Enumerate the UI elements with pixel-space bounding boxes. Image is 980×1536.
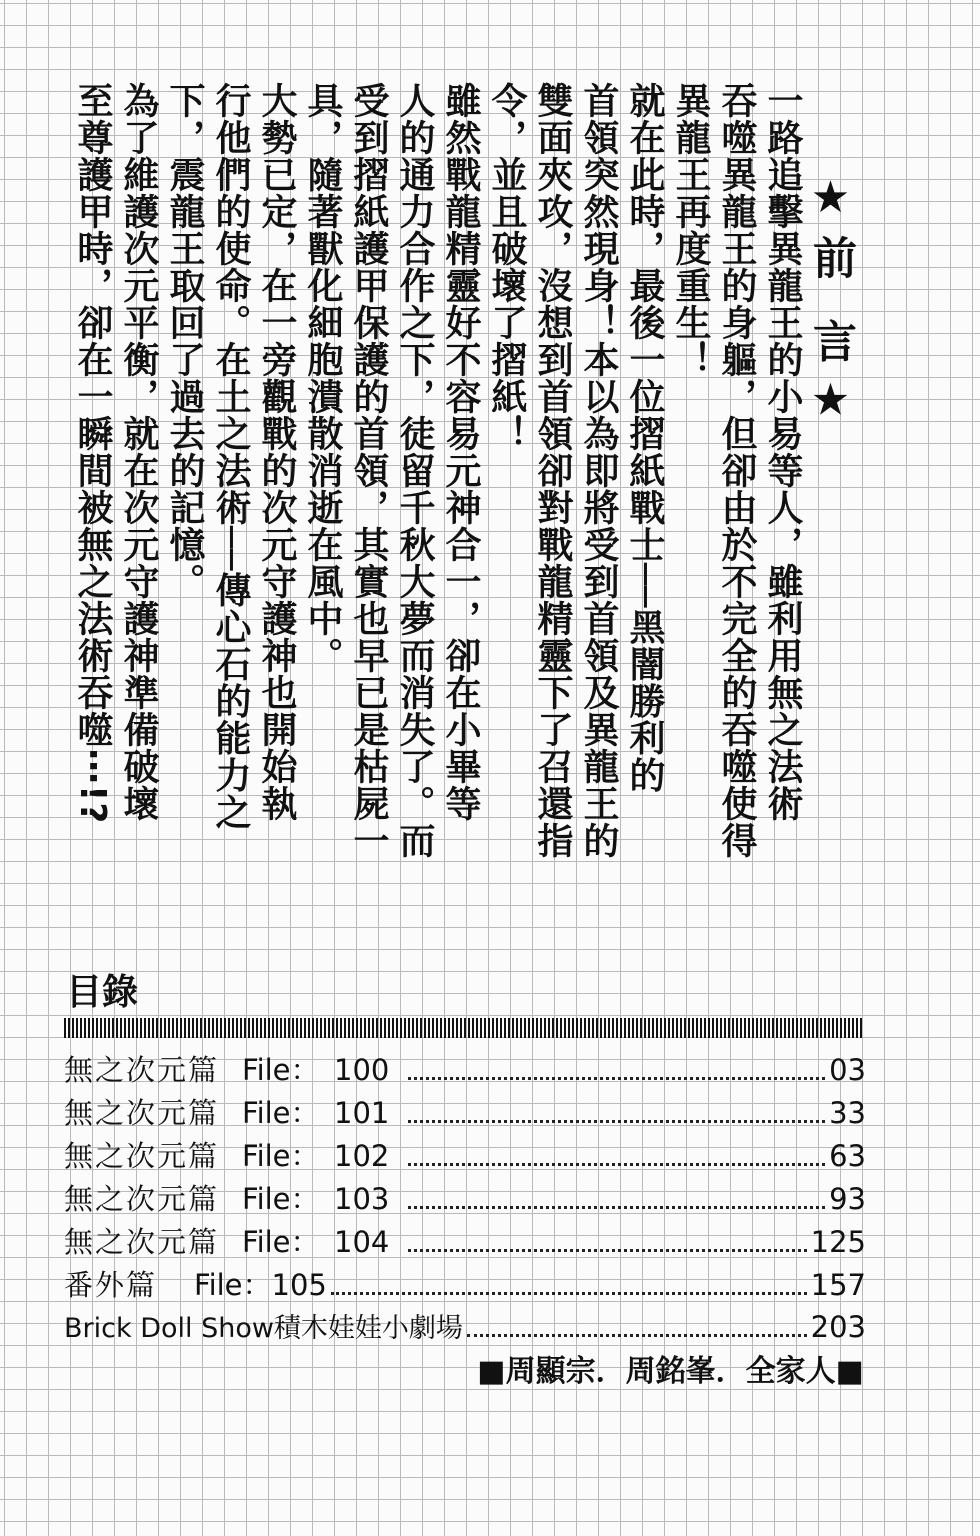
- toc-leader-dots: [408, 1163, 825, 1166]
- toc-entry: [64, 1091, 866, 1134]
- toc-file-label: File：: [242, 1225, 320, 1259]
- toc-series: 番外篇: [64, 1268, 158, 1302]
- toc-series: 無之次元篇: [64, 1225, 220, 1259]
- toc-leader-dots: [408, 1249, 807, 1252]
- preface-column-11: 具，隨著獸化細胞潰散消逝在風中。: [302, 82, 343, 674]
- toc-leader-dots: [408, 1077, 825, 1080]
- toc-leader-dots: [408, 1206, 825, 1209]
- toc-page-number: 93: [829, 1182, 866, 1216]
- toc-list: [64, 1048, 866, 1349]
- toc-file-number: 103: [334, 1182, 390, 1216]
- toc-entry: [64, 1220, 866, 1263]
- toc-file-number: 100: [334, 1053, 390, 1087]
- toc-entry: [64, 1048, 866, 1091]
- toc-file-label: File：: [242, 1139, 320, 1173]
- toc-page-number: 33: [829, 1096, 866, 1130]
- toc-entry: [64, 1177, 866, 1220]
- preface-column-3: 異龍王再度重生！: [670, 82, 711, 378]
- toc-series: Brick Doll Show積木娃娃小劇場: [64, 1313, 463, 1344]
- preface-column-2: 吞噬異龍王的身軀，但卻由於不完全的吞噬使得: [716, 82, 757, 859]
- toc-entry: [64, 1134, 866, 1177]
- toc-entry: [64, 1306, 866, 1349]
- toc-leader-dots: [408, 1120, 825, 1123]
- toc-file-number: 101: [334, 1096, 390, 1130]
- toc-series: 無之次元篇: [64, 1182, 220, 1216]
- credit-line: ■周顯宗．周銘峯．全家人■: [477, 1354, 864, 1389]
- preface-title: ★前 言★: [805, 172, 856, 438]
- toc-page-number: 203: [810, 1310, 866, 1344]
- toc-series: 無之次元篇: [64, 1139, 220, 1173]
- preface-column-5: 首領突然現身！本以為即將受到首領及異龍王的: [578, 82, 619, 859]
- preface-column-1: 一路追擊異龍王的小易等人，雖利用無之法術: [762, 82, 803, 822]
- toc-page-number: 63: [829, 1139, 866, 1173]
- toc-page-number: 03: [829, 1053, 866, 1087]
- preface-column-14: 下，震龍王取回了過去的記憶。: [164, 82, 205, 600]
- toc-file-label: File：105: [194, 1268, 327, 1302]
- preface-column-4: 就在此時，最後一位摺紙戰士──黑闇勝利的: [624, 82, 665, 794]
- toc-divider: [64, 1018, 864, 1038]
- toc-entry: [64, 1263, 866, 1306]
- toc-file-number: 102: [334, 1139, 390, 1173]
- toc-title: 目錄: [66, 972, 139, 1013]
- toc-series: 無之次元篇: [64, 1053, 220, 1087]
- preface-column-15: 為了維護次元平衡，就在次元守護神準備破壞: [118, 82, 159, 822]
- toc-leader-dots: [331, 1292, 807, 1295]
- toc-page-number: 157: [810, 1268, 866, 1302]
- toc-file-label: File：: [242, 1182, 320, 1216]
- toc-file-label: File：: [242, 1053, 320, 1087]
- preface-column-8: 雖然戰龍精靈好不容易元神合一，卻在小畢等: [440, 82, 481, 822]
- preface-column-16: 至尊護甲時，卻在一瞬間被無之法術吞噬⋯!?: [72, 82, 113, 825]
- preface-column-10: 受到摺紙護甲保護的首領，其實也早已是枯屍一: [348, 82, 389, 859]
- preface-column-6: 雙面夾攻，沒想到首領卻對戰龍精靈下了召還指: [532, 82, 573, 859]
- preface-column-13: 行他們的使命。在土之法術──傳心石的能力之: [210, 82, 251, 831]
- toc-leader-dots: [467, 1334, 807, 1337]
- toc-file-label: File：: [242, 1096, 320, 1130]
- preface-column-7: 令，並且破壞了摺紙！: [486, 82, 527, 452]
- preface-column-9: 人的通力合作之下，徒留千秋大夢而消失了。而: [394, 82, 435, 859]
- toc-file-number: 104: [334, 1225, 390, 1259]
- toc-page-number: 125: [810, 1225, 866, 1259]
- preface-column-12: 大勢已定，在一旁觀戰的次元守護神也開始執: [256, 82, 297, 822]
- toc-series: 無之次元篇: [64, 1096, 220, 1130]
